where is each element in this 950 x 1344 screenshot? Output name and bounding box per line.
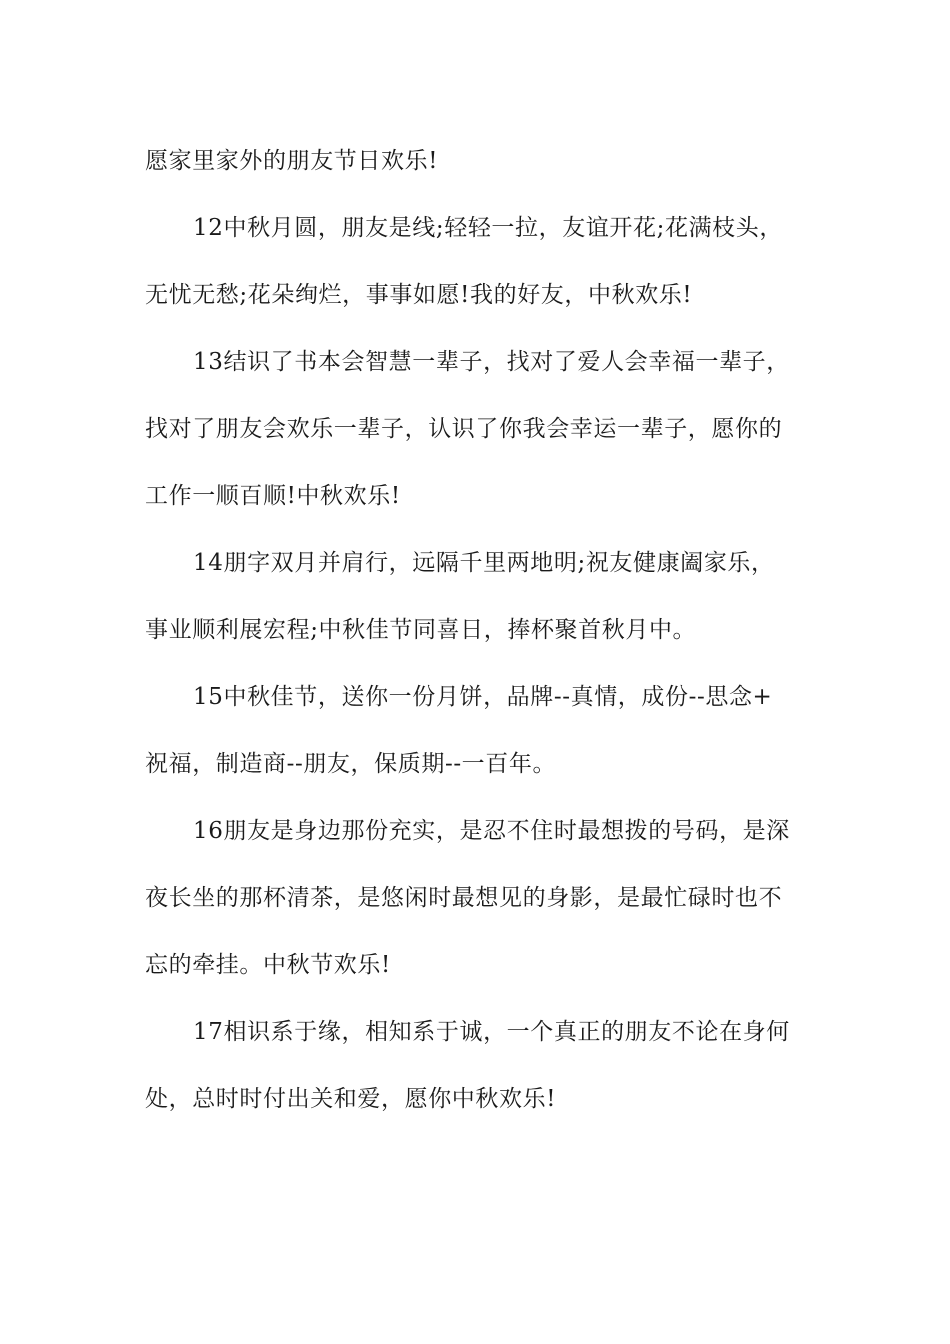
text-line: 找对了朋友会欢乐一辈子，认识了你我会幸运一辈子，愿你的 <box>145 416 783 442</box>
paragraph-greeting-13 <box>145 329 815 530</box>
text-line: 14朋字双月并肩行，远隔千里两地明;祝友健康阖家乐， <box>193 550 775 576</box>
text-line: 12中秋月圆，朋友是线;轻轻一拉，友谊开花;花满枝头， <box>193 215 783 241</box>
text-line: 15中秋佳节，送你一份月饼，品牌--真情，成份--思念+ <box>193 684 773 710</box>
text-line: 夜长坐的那杯清茶，是悠闲时最想见的身影，是最忙碌时也不 <box>145 885 783 911</box>
paragraph-greeting-14 <box>145 530 815 664</box>
text-line: 祝福，制造商--朋友，保质期--一百年。 <box>145 751 557 777</box>
paragraph-greeting-12 <box>145 195 815 329</box>
text-line: 忘的牵挂。中秋节欢乐! <box>145 952 391 978</box>
paragraph-greeting-17 <box>145 999 815 1133</box>
paragraph-greeting-15 <box>145 664 815 798</box>
text-line: 17相识系于缘，相知系于诚，一个真正的朋友不论在身何 <box>193 1019 790 1045</box>
text-line: 16朋友是身边那份充实，是忍不住时最想拨的号码，是深 <box>193 818 790 844</box>
document-body <box>145 128 815 1133</box>
paragraph-greeting-16 <box>145 798 815 999</box>
text-line: 工作一顺百顺!中秋欢乐! <box>145 483 401 509</box>
paragraph-intro-closing <box>145 128 815 195</box>
text-line: 事业顺利展宏程;中秋佳节同喜日，捧杯聚首秋月中。 <box>145 617 697 643</box>
text-line: 13结识了书本会智慧一辈子，找对了爱人会幸福一辈子， <box>193 349 790 375</box>
text-line: 愿家里家外的朋友节日欢乐! <box>145 148 439 174</box>
text-line: 无忧无愁;花朵绚烂，事事如愿!我的好友，中秋欢乐! <box>145 282 693 308</box>
text-line: 处，总时时付出关和爱，愿你中秋欢乐! <box>145 1086 557 1112</box>
